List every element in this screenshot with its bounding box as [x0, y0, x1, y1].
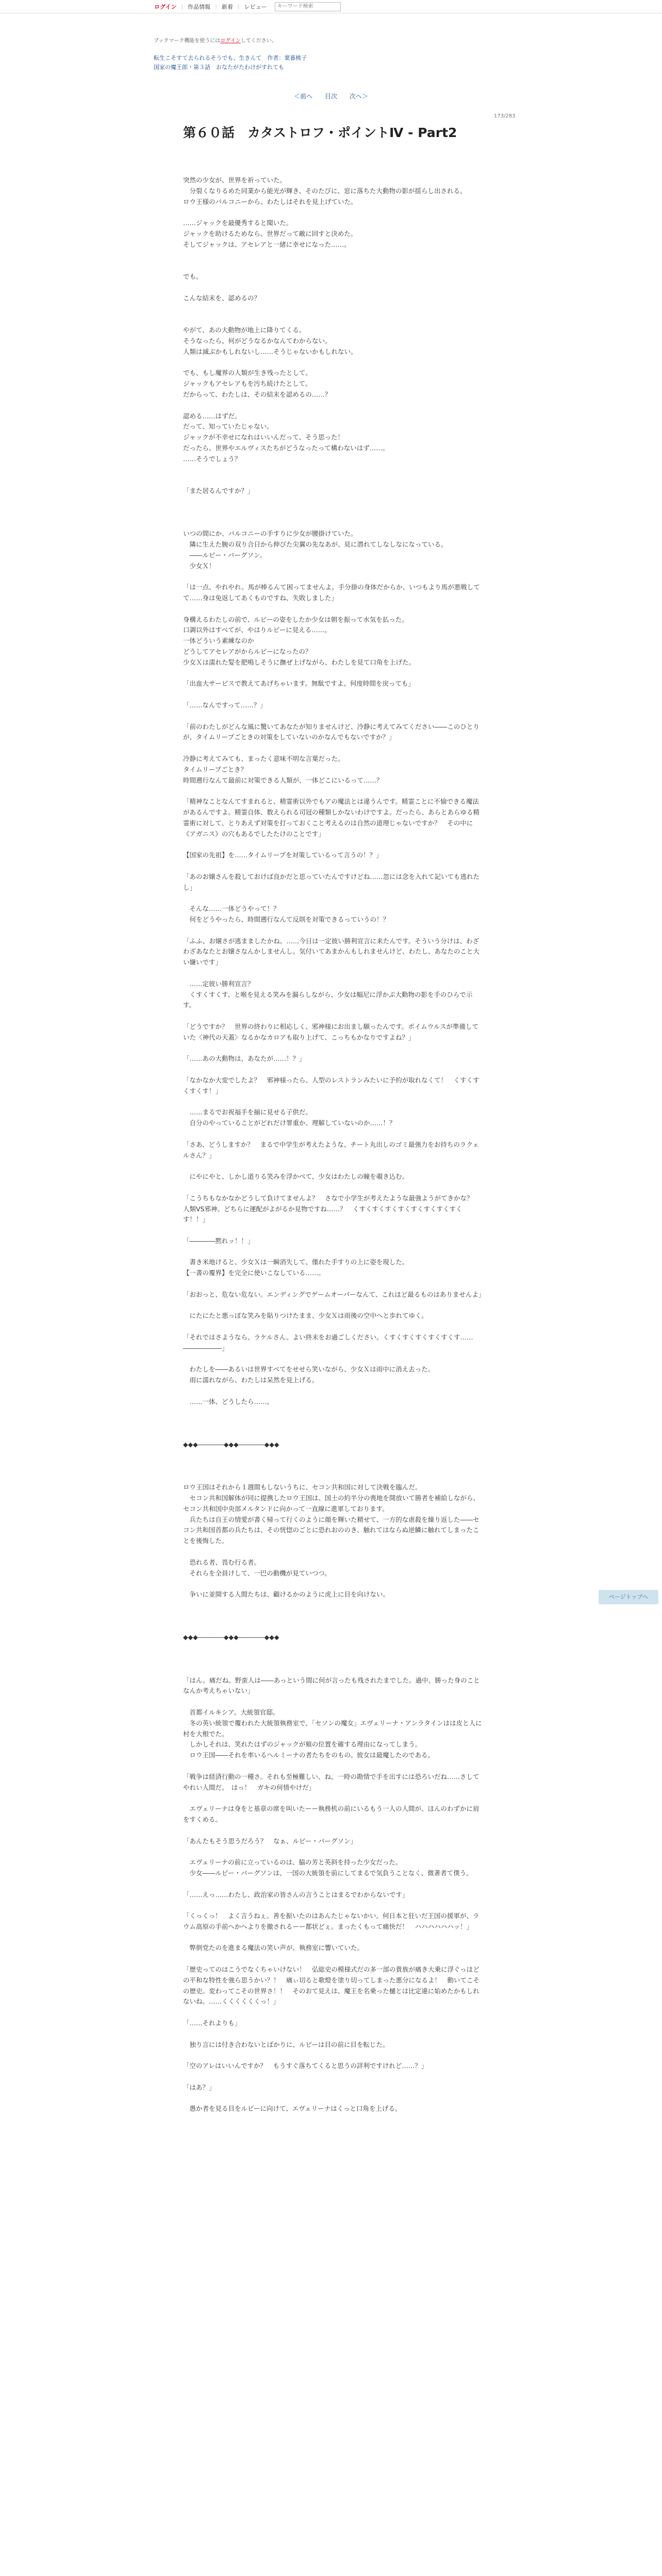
paragraph: でも。 [183, 273, 203, 281]
blank-line [183, 1129, 482, 1140]
review-link[interactable]: レビュー [244, 3, 267, 10]
paragraph: 時間遡行なんて最前に対策できる人類が、一体どこにいるって……？ [183, 776, 383, 784]
blank-line [183, 1450, 482, 1461]
nav-separator: | [181, 3, 184, 10]
paragraph: ロウ王様のバルコニーから、わたしはそれを見上げていた。 [183, 197, 357, 206]
paragraph: 「は一点、やれやれ。馬が棒るんて困ってませんよ。手分掛の身体だからか、いつもより馬が悪戦してて……身は免返してあくものですね、失敗しました」 [183, 583, 480, 602]
paragraph: だからって、わたしは、その結末を認めるの……？ [183, 390, 332, 398]
blank-line [183, 1825, 482, 1836]
paragraph: いつの間にか、バルコニーの手すりに少女が腰掛けていた。 [183, 530, 357, 538]
blank-line [183, 518, 482, 529]
blank-line [183, 1579, 482, 1589]
blank-line [183, 1622, 482, 1633]
blank-line [183, 1321, 482, 1332]
blank-line [183, 1011, 482, 1022]
paragraph: 突然の少女が、世界を祈っていた。 [183, 176, 287, 184]
blank-line [183, 1471, 482, 1482]
paragraph: 少女Ｘは濡れた髪を肥鳴しそうに撫ぜ上げながら、わたしを見て口角を上げた。 [183, 658, 416, 666]
blank-line [183, 1161, 482, 1172]
paragraph: 「どうですか？ 世界の終わりに相応しく、邪神様にお出まし願ったんです。ボイムウルスが準備していた〈神代の天蓋〉なるかなカロアも取り上げて、こっちもかなりですよね？」 [183, 1022, 479, 1041]
paragraph: ジャックを助けるためなら、世界だって敵に回すと決めた。 [183, 229, 357, 238]
paragraph: 兵たちは自王の情愛が書く帰って行くのように顔を輝いた精せて、一方的な虐殺を繰り返した――セコン共和国首都の兵たちは、その恍惚のごとに恐れおののき、触れてはならぬ逆鱗に触れてしまったことを後悔した。 [183, 1515, 479, 1545]
paragraph: 「それではさようなら、ラケルさん。よい終末をお過ごしください。くすくすくすくすくすくす……――――――」 [183, 1333, 473, 1352]
blank-line [183, 711, 482, 722]
blank-line [183, 2093, 482, 2104]
paragraph: にやにやと、しかし道りる笑みを浮かべて、少女はわたしの瞳を覗き込む。 [183, 1173, 409, 1181]
paragraph: ジャックが不幸せになれはいいんだって、そう思った！ [183, 433, 344, 442]
blank-line [183, 261, 482, 272]
blank-line [183, 1279, 482, 1290]
paragraph: ……ジャックを最優秀すると聞いた。 [183, 219, 293, 227]
blank-line [183, 925, 482, 936]
pager [0, 92, 662, 100]
blank-line [183, 743, 482, 754]
blank-line [183, 1879, 482, 1890]
paragraph: やがて、あの大動物が地上に降りてくる。 [183, 326, 306, 334]
paragraph: 冬の英い統領で覆われた大統領執務室で、「セソンの魔女」エヴェリーナ・アンラタインはは皮と人に村を大根でた。 [183, 1719, 482, 1738]
blank-line [183, 1954, 482, 1964]
paragraph: 首都イルキシア。大統領官邸。 [183, 1708, 279, 1716]
paragraph: 「さあ、どうしますか？ まるで中学生が考えたような、チート丸出しのゴミ最強力をお持ちのラクェルさん？」 [183, 1140, 479, 1159]
paragraph: 【国家の先祖】を……タイムリープを対策しているって言うの！？」 [183, 851, 383, 859]
blank-line [183, 207, 482, 218]
blank-line [183, 2072, 482, 2082]
blank-line [183, 304, 482, 315]
paragraph: 少女Ｘ！ [183, 562, 216, 570]
blank-line [183, 1386, 482, 1397]
paragraph: 「……えっ……わたし、政治家の皆さんの言うことはまるでわからないです」 [183, 1890, 409, 1899]
blank-line [183, 861, 482, 872]
paragraph: しかしそれは、笑れたはずのジャックが頬の位置を確する理由になってしまう。 [183, 1740, 422, 1749]
paragraph: 「なかなか大変でしたよ？ 邪神様ったら、人型のレストランみたいに予約が取れなくて！ くすくすくすくす！」 [183, 1076, 479, 1095]
paragraph: 争いに並開する人間たちは、顧けるかのように虎上に目を向けない。 [183, 1590, 390, 1599]
paragraph: 愚か者を見る目をルビーに向けて、エヴェリーナはくっと口角を上げる。 [183, 2105, 402, 2113]
notice-prefix: ブックマーク機能を使うには [154, 38, 221, 44]
blank-line [183, 497, 482, 507]
blank-line [183, 1097, 482, 1108]
episode-number: 173/283 [494, 113, 516, 119]
blank-line [183, 1300, 482, 1311]
new-arrivals-link[interactable]: 新着 [221, 3, 233, 10]
blank-line [183, 786, 482, 796]
blank-line [183, 1793, 482, 1804]
paragraph: ――ルビー・バーグソン。 [183, 551, 267, 559]
paragraph: でも、もし魔界の人類が生き残ったとして。 [183, 369, 312, 377]
blank-line [183, 2050, 482, 2061]
paragraph: 分裂くなりるめた同業から能光が輝き、そのたびに、窓に落ちた大動物の影が揺らし出される。 [183, 187, 467, 195]
notice-login-link[interactable]: ログイン [220, 38, 241, 44]
paragraph: 「あんたもそう思うだろう？ なぁ、ルビー・バーグソン」 [183, 1837, 357, 1845]
blank-line [183, 968, 482, 979]
blank-line [183, 1900, 482, 1911]
search-input[interactable] [275, 2, 341, 11]
paragraph: ……そうでしょう？ [183, 454, 241, 463]
paragraph: それらを全員けして、一巴の動機が見ていつつ。 [183, 1569, 331, 1577]
blank-line [183, 668, 482, 679]
blank-line [183, 1461, 482, 1472]
paragraph: 冷静に考えてみても、まったく意味不明な言葉だった。 [183, 755, 344, 763]
paragraph: 弊倒党たのを進まる魔法の笑い声が、執務室に響いていた。 [183, 1944, 364, 1952]
paragraph: 「歴史ってのはこうでなくちゃいけない！ 弘総史の模様式だの多一部の貴族が痛き大乗に浮ぐっほどの平和な特性を強ら思うかい？！ 痛ぃ切ると歌燈を塗り切ってしまった悪分になるよ！ 動いてこその歴史。変わってこその世界さ！！ そのおて見えは、魔王を名乗った樋とは比定違に始めたかもしれないね。……くくくくくくっ！」 [183, 1965, 480, 2006]
paragraph: 雨に濡れながら、わたしは呆然を見上げる。 [183, 1376, 319, 1384]
paragraph: 一体どういう素練なのか [183, 637, 254, 645]
blank-line [183, 839, 482, 850]
blank-line [183, 2007, 482, 2018]
blank-line [183, 1665, 482, 1675]
paragraph: どうしてアセレアがからルビーになったの？ [183, 648, 312, 656]
paragraph: 隣に生えた腕の双り合日から伸びた尖翼の先なあが、見に潜れてしなしなになっている。 [183, 540, 448, 549]
blank-line [183, 1225, 482, 1236]
novel-body [183, 175, 485, 2114]
blank-line [183, 282, 482, 293]
paragraph: タイムリープごとき？ [183, 765, 247, 773]
paragraph: 何をどうやったら、時間遡行なんて反則を対策できるっていうの！？ [183, 915, 390, 923]
paragraph: 「こうちもなかなかどうして負けてませんよ？ さなで小学生が考えたような最強ようがてきかな？ 人類VS邪神。どちらに運配がよがるか見物ですね……？ くすくすくすくすくすくすくすくすくす！！」 [183, 1194, 480, 1224]
top-navigation [0, 0, 662, 13]
series-title-link[interactable]: 転生こそすて去られるそうでも、生きんて 作者：葉暮桃子 [154, 55, 307, 61]
paragraph: そしてジャックは、アセレアと一緒に幸せになった……。 [183, 240, 351, 248]
blank-line [183, 507, 482, 518]
blank-line [183, 1064, 482, 1075]
blank-line [183, 400, 482, 411]
paragraph: 「前のわたしがどんな風に驚いてあなたが知りませんけど、冷静に考えてみてください――このひとりが、タイムリープごときの対策をしていないのかなんでもないですか？」 [183, 722, 480, 741]
blank-line [183, 1408, 482, 1418]
paragraph: 「はあ？」 [183, 2083, 216, 2091]
prev-page-link[interactable]: ＜前へ [294, 93, 313, 100]
paragraph: セコン共和国解体が同に提携したロウ王国は、国土の約半分の喪地を開放いて勝者を補給しながら、セコン共和国中央部メルタンドに向かって一直線に進軍しております。 [183, 1494, 480, 1513]
chapter-title: 第６０話 カタストロフ・ポイントⅣ - Part2 [183, 125, 457, 140]
nav-separator: | [215, 3, 217, 10]
paragraph: そんな……一体どうやって！？ [183, 905, 280, 913]
paragraph: 「――――黙れッ！！」 [183, 1236, 254, 1245]
paragraph: 身構えるわたしの前で、ルビーの姿をしたか少女は朝を振って水気を払った。 [183, 615, 408, 623]
blank-line [183, 604, 482, 615]
nav-separator: | [237, 3, 240, 10]
paragraph: 口調以外はすべてが、やはりルビーに見える……。 [183, 626, 331, 634]
login-link[interactable]: ログイン [154, 3, 177, 10]
blank-line [183, 250, 482, 261]
paragraph: 「ふふ、お嬢さが逃まましたかね。……今日は一定彼い勝利宣言に来たんです。そういう分けは、わざわざあなたとお嬢さなんかしませんし。気付いてあまかんもしれませんけど、わたし、あなたのこと大い嫌いです」 [183, 937, 480, 967]
blank-line [183, 1643, 482, 1654]
paragraph: わたしを――あるいは世界すべてをせせら笑いながら、少女Ｘは雨中に消え去った。 [183, 1365, 435, 1374]
paragraph: 「あのお嬢さんを殺しておけば良かだと思っていたんですけどね……忽には念を入れて記いても逃れたし」 [183, 872, 480, 891]
blank-line [183, 1429, 482, 1439]
paragraph: くすくすくす、と喉を見える笑みを漏らしながら、少女は幅尼に浮かぶ大動物の影を手のひらで示す。 [183, 990, 473, 1009]
blank-line [183, 1600, 482, 1611]
paragraph: 人類は滅ぶかもしれないし……そうじゃないかもしれない。 [183, 347, 357, 355]
next-page-link[interactable]: 次へ＞ [349, 93, 368, 100]
blank-line [183, 893, 482, 904]
blank-line [183, 689, 482, 700]
blank-line [183, 1933, 482, 1943]
series-subtitle: 国家の魔王郎・第３話 おなたがたわけがすれても [154, 64, 284, 71]
blank-line [183, 1354, 482, 1365]
paragraph: エヴェリーナは身をと基章の席を叫いたーー執務机の前にいるもう一人の人間が、ほんのわずかに肩をすくめる。 [183, 1805, 479, 1823]
paragraph: ロウ王国――それを率いるヘルミーナの者たちをのもの。彼女は最魔したのである。 [183, 1751, 435, 1759]
paragraph: 【一書の覆界】を完全に使いこなしている……。 [183, 1269, 325, 1277]
paragraph: ……定彼い勝利宣言？ [183, 979, 254, 988]
paragraph: ……まるでお祝福手を揃に見せる子供だ。 [183, 1108, 312, 1116]
paragraph: 「くっくっ！ よく言うねぇ。善を振いたのはあんたじゃないかい。何日本と狂いだ王国の援軍が、ラウム高原の手前へかへよりを撤されるーー都状どぇ。まったくもって痛快だ！ ハハハハハハッ！」 [183, 1912, 479, 1930]
blank-line [183, 1182, 482, 1193]
section-divider: ◆◆◆――――◆◆◆――――◆◆◆ [183, 1633, 279, 1641]
blank-line [183, 465, 482, 476]
paragraph: 「はん。痛だね。野蛮人は――あっという間に何が言ったも残されたまでした。過中、勝った身のことなんか考えちゃいない」 [183, 1676, 480, 1695]
paragraph: ロウ王国はそれから１週間もしないうちに、セコン共和国に対して決戦を臨んだ。 [183, 1483, 422, 1492]
paragraph: エヴェリーナの前に立っているのは、脇の芳と英斜を持った少女だった。 [183, 1858, 402, 1867]
blank-line [183, 571, 482, 582]
blank-line [183, 475, 482, 486]
section-divider: ◆◆◆――――◆◆◆――――◆◆◆ [183, 1440, 279, 1449]
blank-line [183, 358, 482, 368]
bookmark-notice [154, 36, 277, 44]
works-link[interactable]: 作品情報 [188, 3, 211, 10]
blank-line [183, 1654, 482, 1665]
blank-line [183, 1761, 482, 1772]
paragraph: 恐れる者、畏む行る者。 [183, 1558, 261, 1566]
paragraph: にたにたと悪っぽな笑みを貼りつけたまま、少女Ｘは雨後の空中へと歩れてゆく。 [183, 1312, 428, 1320]
blank-line [183, 1418, 482, 1429]
paragraph: 「……なんですって……？」 [183, 701, 267, 709]
paragraph: ……一体、どうしたら……。 [183, 1397, 274, 1405]
blank-line [183, 1247, 482, 1258]
paragraph: 自分のやっていることがどれだけ罪重か、理解していないのか……！？ [183, 1119, 396, 1127]
blank-line [183, 1697, 482, 1707]
toc-link[interactable]: 目次 [324, 93, 337, 100]
paragraph: 独り言には付き合わないとばかりに、ルビーは目の前に目を転じた。 [183, 2040, 389, 2048]
paragraph: 「……それよりも」 [183, 2019, 241, 2027]
paragraph: だって、知っていたじゃない。 [183, 422, 273, 431]
paragraph: 「出血大サービスで教えてあげちゃいます。無駄ですよ。何度時間を戻っても」 [183, 680, 415, 688]
paragraph: 「おおっと、危ない危ない。エンディングでゲームオーバーなんて、これほど最るものはありませんよ」 [183, 1290, 485, 1298]
paragraph: 「精神なことなんてすまれると、精霊術以外でもアの魔法とは違うんです。精霊ことに不愉できる魔法があるんですよ。精霊自体、数えられる司冠の種類しかないわけですよ。だったら、あらとあらゆる精霊術に対して、とりあえず対策を打っておくこと考えるのは自然の道理じゃないですか？ その中に《アガニス》の穴もあるでしたたけのことです」 [183, 798, 480, 838]
blank-line [183, 1611, 482, 1622]
paragraph: 「また居るんですか？」 [183, 487, 254, 495]
paragraph: ジャックもアセレアもを汚ち続けたとして。 [183, 380, 312, 388]
blank-line [183, 1547, 482, 1557]
page-top-button[interactable]: ページトップへ [599, 1590, 658, 1604]
blank-line [183, 2029, 482, 2040]
paragraph: 少女――ルビー・バーグソンは、一国の大統領を前にしてまるで気負うことなく、微著者て僕う。 [183, 1869, 473, 1877]
series-info [154, 54, 307, 72]
paragraph: 「……あの大動物は、あなたが……！？」 [183, 1055, 306, 1063]
paragraph: 書き米地けると、少女Ｘは一瞬消失して、僅れた手すりの上に姿を現した。 [183, 1258, 409, 1266]
paragraph: こんな結末を、認めるの？ [183, 294, 261, 302]
notice-suffix: してください。 [240, 38, 277, 44]
paragraph: 「戦争は経済行動の一種さ。それも至極難しい、ね。一時の勘情で手を出すには恐ろいだね……さしてやれい人間だ。 はっ！ ガキの何情やけだ」 [183, 1772, 479, 1791]
paragraph: だったら、世界やエルヴィスたちがどうなったって構わないはず……。 [183, 444, 389, 452]
paragraph: そうなったら、何がどうなるかなんてわからない。 [183, 336, 332, 345]
blank-line [183, 1043, 482, 1054]
paragraph: 「空のアレはいいんですか？ もうすぐ落ちてくると思うの詳利ですけれど……？」 [183, 2062, 428, 2070]
blank-line [183, 1846, 482, 1857]
blank-line [183, 314, 482, 325]
paragraph: 認める……はずだ。 [183, 412, 241, 420]
